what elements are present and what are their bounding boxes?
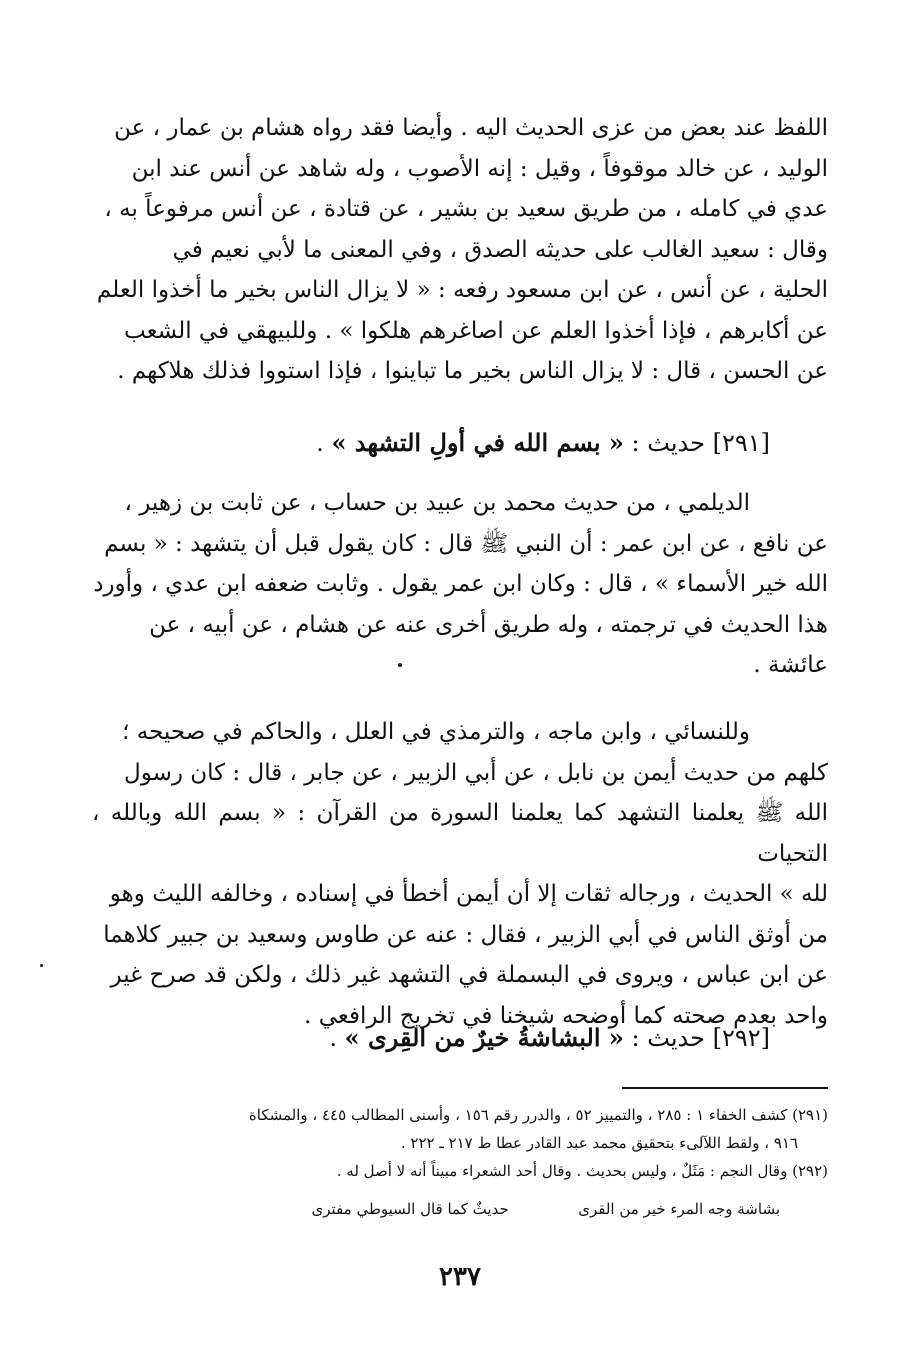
- text-line: الله ﷺ يعلمنا التشهد كما يعلمنا السورة من القرآن : « بسم الله وبالله ، التحيات: [92, 800, 828, 867]
- footnote-291-line: ٩١٦ ، ولقط اللآلىء بتحقيق محمد عبد القادر عطا ط ٢١٧ ـ ٢٢٢ .: [400, 1134, 798, 1152]
- text-line: اللفظ عند بعض من عزى الحديث اليه . وأيضا فقد رواه هشام بن عمار ، عن: [114, 115, 828, 141]
- text-line: الديلمي ، من حديث محمد بن عبيد بن حساب ، عن ثابت بن زهير ،: [124, 490, 750, 516]
- text-line: عن أكابرهم ، فإذا أخذوا العلم عن اصاغرهم هلكوا » . وللبيهقي في الشعب: [124, 317, 828, 344]
- footnote-291-line: (٢٩١) كشف الخفاء ١ : ٢٨٥ ، والتمييز ٥٢ ، والدرر رقم ١٥٦ ، وأسنى المطالب ٤٤٥ ، والمشكاة: [248, 1106, 828, 1124]
- print-speck: [398, 663, 402, 667]
- page-number: ٢٣٧: [439, 1262, 481, 1292]
- footnotes: [88, 1101, 828, 1185]
- heading-period: .: [316, 429, 324, 457]
- text-line: عدي في كامله ، من طريق سعيد بن بشير ، عن قتادة ، عن أنس مرفوعاً به ،: [104, 196, 828, 222]
- text-line: من أوثق الناس في أبي الزبير ، فقال : عنه عن طاوس وسعيد بن جبير كلاهما: [103, 921, 828, 948]
- footnote-separator: [622, 1087, 828, 1089]
- poem-second-hemistich: حديثٌ كما قال السيوطي مفترى: [311, 1200, 509, 1218]
- text-line: وللنسائي ، وابن ماجه ، والترمذي في العلل ، والحاكم في صحيحه ؛: [122, 719, 750, 745]
- text-line: عن ابن عباس ، ويروى في البسملة في التشهد غير ذلك ، ولكن قد صرح غير: [110, 962, 828, 988]
- text-line: عن الحسن ، قال : لا يزال الناس بخير ما تباينوا ، فإذا استووا فذلك هلاكهم .: [117, 358, 828, 384]
- text-line: هذا الحديث في ترجمته ، وله طريق أخرى عنه عن هشام ، عن أبيه ، عن: [149, 611, 828, 638]
- text-line: لله » الحديث ، ورجاله ثقات إلا أن أيمن أخطأ في إسناده ، وخالفه الليث وهو: [109, 881, 828, 907]
- hadith-number: [٢٩١]: [712, 429, 770, 457]
- text-line: الوليد ، عن خالد موقوفاً ، وقيل : إنه الأصوب ، وله شاهد عن أنس عند ابن: [131, 155, 828, 182]
- hadith-label: حديث :: [631, 429, 705, 457]
- text-line: كلهم من حديث أيمن بن نابل ، عن أبي الزبير ، عن جابر ، قال : كان رسول: [123, 759, 828, 786]
- paragraph-takhrij-continuation: [92, 108, 828, 392]
- text-line: الله خير الأسماء » ، قال : وكان ابن عمر يقول . وثابت ضعفه ابن عدي ، وأورد: [93, 571, 828, 597]
- hadith-heading-291: [316, 428, 770, 457]
- text-line: وقال : سعيد الغالب على حديثه الصدق ، وفي المعنى ما لأبي نعيم في: [172, 236, 828, 263]
- print-speck: [40, 964, 43, 967]
- text-line: عائشة .: [753, 652, 828, 678]
- text-line: واحد بعدم صحته كما أوضحه شيخنا في تخريج الرافعي .: [304, 1002, 828, 1029]
- paragraph-hadith-291: [92, 483, 828, 686]
- footnote-poem-verse: [312, 1200, 780, 1218]
- hadith-title: « بسم الله في أولِ التشهد »: [331, 428, 624, 457]
- text-line: عن نافع ، عن ابن عمر : أن النبي ﷺ قال : كان يقول قبل أن يتشهد : « بسم: [104, 530, 828, 557]
- poem-first-hemistich: بشاشة وجه المرء خير من القرى: [578, 1200, 780, 1218]
- footnote-292-line: (٢٩٢) وقال النجم : مَثَلٌ ، وليس بحديث . وقال أحد الشعراء مبيناً أنه لا أصل له .: [336, 1162, 828, 1180]
- hadith-label: حديث :: [631, 1024, 705, 1052]
- hadith-number: [٢٩٢]: [712, 1024, 770, 1052]
- text-line: الحلية ، عن أنس ، عن ابن مسعود رفعه : « لا يزال الناس بخير ما أخذوا العلم: [96, 277, 828, 303]
- paragraph-hadith-291-other-routes: [92, 712, 828, 1036]
- heading-period: .: [329, 1024, 337, 1052]
- hadith-title: « البشاشةُ خيرٌ من القِرى »: [344, 1023, 624, 1052]
- hadith-heading-292: [329, 1023, 770, 1052]
